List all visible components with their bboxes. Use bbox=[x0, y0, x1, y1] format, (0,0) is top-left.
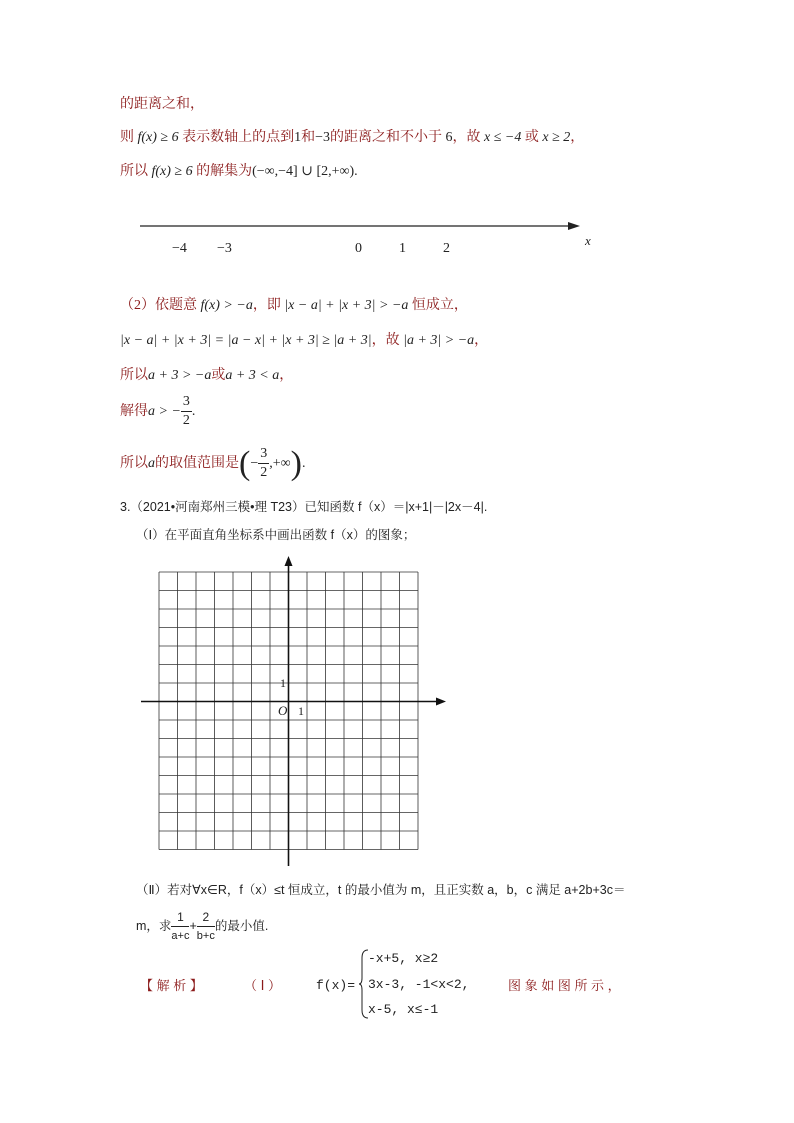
x-axis-arrow bbox=[436, 698, 446, 706]
grid-label-y1: 1 bbox=[280, 676, 286, 690]
number-line-label-1: 1 bbox=[399, 241, 406, 256]
number-line-label-neg4: −4 bbox=[172, 241, 187, 256]
part2-line-1: （2）依题意 f(x) > −a，即 |x − a| + |x + 3| > −a 恒成立， bbox=[120, 298, 468, 313]
part2-line-4: 解得a > − $\frac{3}{2}$ . bbox=[120, 394, 196, 429]
piece-2: 3x-3, -1<x<2, bbox=[368, 977, 470, 992]
solution-set: (−∞,−4] ∪ [2,+∞) bbox=[252, 164, 355, 179]
q3-sub2-line2: m，求 $\frac{1}{a+c}$ + $\frac{2}{b+c}$ 的最小值. bbox=[136, 906, 268, 946]
text-line-1: 的距离之和， bbox=[120, 97, 204, 112]
part2-line-3: 所以a + 3 > −a或a + 3 < a， bbox=[120, 368, 294, 383]
math-fx-ge-6: f(x) ≥ 6 bbox=[137, 130, 179, 145]
solution-tail: 图 象 如 图 所 示 ， bbox=[508, 978, 621, 993]
number-line-label-2: 2 bbox=[443, 241, 450, 256]
grid-label-x1: 1 bbox=[298, 704, 304, 718]
grid-label-origin: O bbox=[278, 703, 288, 718]
piece-1: -x+5, x≥2 bbox=[368, 951, 439, 966]
number-line-axis-label: x bbox=[585, 233, 591, 248]
solution-label: 【 解 析 】 bbox=[140, 978, 203, 993]
solution-fx: f(x)= bbox=[316, 978, 356, 993]
number-line-label-0: 0 bbox=[355, 241, 362, 256]
fraction-3-2: $\frac{3}{2}$ bbox=[182, 394, 190, 429]
part2-line-5: 所以a的取值范围是(− $\frac{3}{2}$ ,+∞). bbox=[120, 444, 306, 482]
y-axis-arrow bbox=[285, 556, 293, 566]
number-line-label-neg3: −3 bbox=[217, 241, 232, 256]
q3-title: 3.（2021•河南郑州三模•理 T23）已知函数 f（x）＝|x+1|－|2x－4|. bbox=[120, 500, 488, 514]
solution-part: （ Ⅰ ） bbox=[244, 978, 282, 993]
fraction-3-2-range: $\frac{3}{2}$ bbox=[260, 446, 268, 481]
piece-3: x-5, x≤-1 bbox=[368, 1002, 439, 1017]
fraction-1-over-a-plus-c: $\frac{1}{a+c}$ bbox=[171, 910, 190, 943]
text-line-3: 所以 f(x) ≥ 6 的解集为(−∞,−4] ∪ [2,+∞). bbox=[120, 164, 358, 179]
text-line-2: 则 f(x) ≥ 6 表示数轴上的点到1和−3的距离之和不小于 6，故 x ≤ −4 或 x ≥ 2， bbox=[120, 130, 585, 145]
part2-line-2: |x − a| + |x + 3| = |a − x| + |x + 3| ≥ |a + 3|，故 |a + 3| > −a， bbox=[120, 333, 489, 348]
fraction-2-over-b-plus-c: $\frac{2}{b+c}$ bbox=[196, 910, 215, 943]
q3-sub1: （Ⅰ）在平面直角坐标系中画出函数 f（x）的图象； bbox=[136, 528, 416, 542]
q3-sub2-line1: （Ⅱ）若对∀x∈R，f（x）≤t 恒成立，t 的最小值为 m，且正实数 a，b，c 满足 a+2b+3c＝ bbox=[136, 883, 626, 897]
